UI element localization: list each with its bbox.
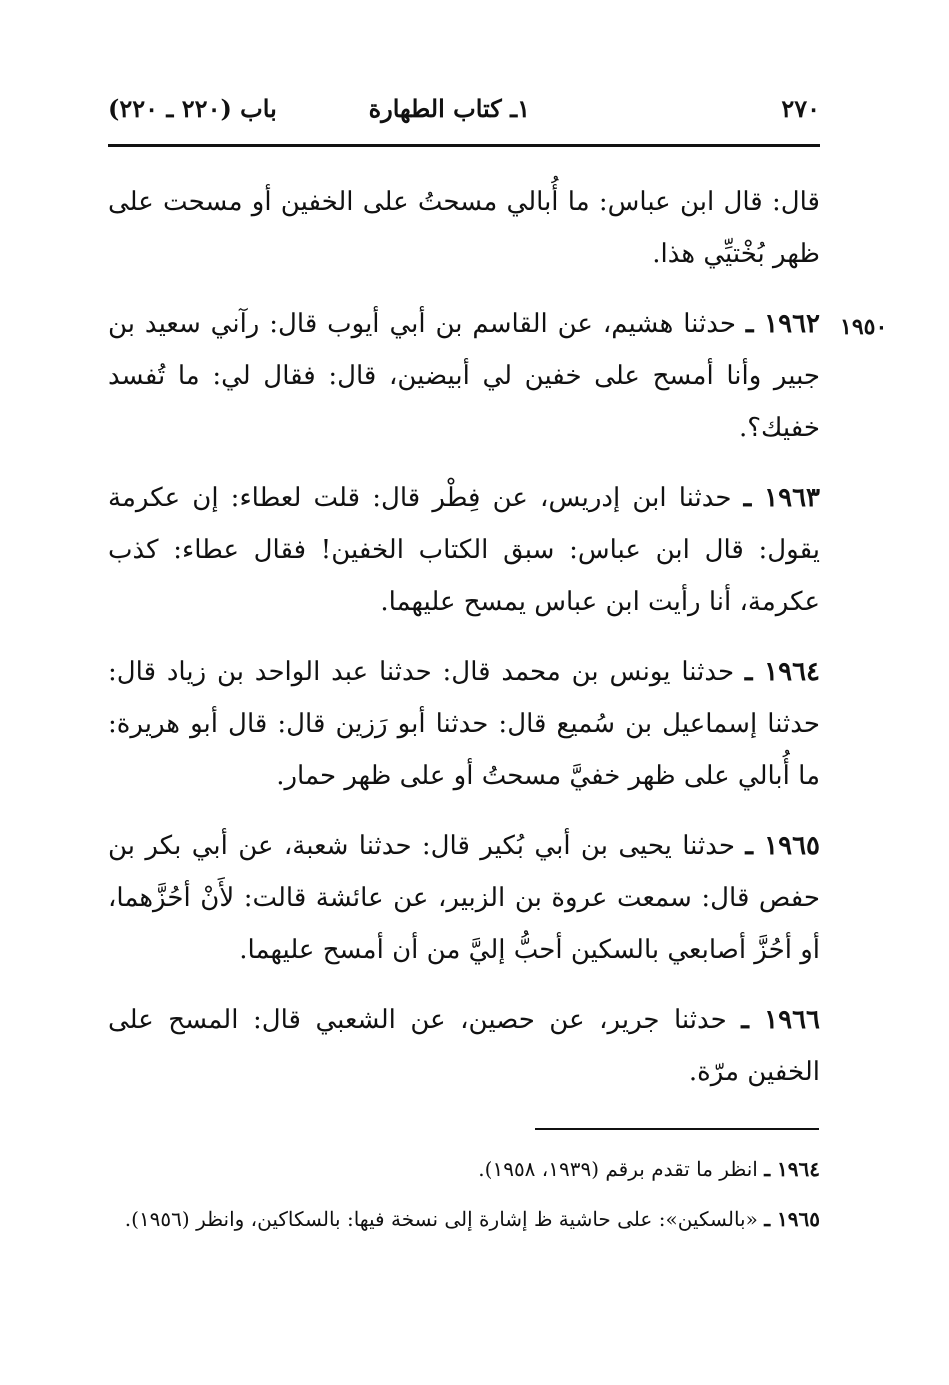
footnote-number: ١٩٦٤ ـ <box>764 1157 820 1181</box>
hadith-number: ١٩٦٢ ـ <box>745 309 821 339</box>
hadith-number: ١٩٦٥ ـ <box>745 831 820 861</box>
margin-reference: ١٩٥٠ <box>840 314 888 340</box>
header-rule <box>108 144 820 147</box>
footnote-rule <box>535 1128 819 1130</box>
page-number: ٢٧٠ <box>781 94 820 123</box>
running-header <box>108 90 820 138</box>
hadith-number: ١٩٦٦ ـ <box>741 1005 821 1035</box>
hadith-text: حدثنا يحيى بن أبي بُكير قال: حدثنا شعبة، عن أبي بكر بن حفص قال: سمعت عروة بن الزبير، عن عائشة قالت: لأَنْ أحُزَّهما، أو أحُزَّ أصابعي بالسكين أحبُّ إليَّ من أن أمسح عليهما. <box>108 831 820 965</box>
main-text <box>108 176 820 1116</box>
hadith-1965 <box>108 820 820 976</box>
hadith-text: حدثنا هشيم، عن القاسم بن أبي أيوب قال: رآني سعيد بن جبير وأنا أمسح على خفين لي أبيضين، قال: فقال لي: ما تُفسد خفيك؟. <box>108 309 820 443</box>
footnote-text: «بالسكين»: على حاشية ظ إشارة إلى نسخة فيها: بالسكاكين، وانظر (١٩٥٦). <box>124 1207 758 1231</box>
hadith-text: قال: قال ابن عباس: ما أُبالي مسحتُ على الخفين أو مسحت على ظهر بُخْتيِّي هذا. <box>108 187 820 269</box>
hadith-text: حدثنا يونس بن محمد قال: حدثنا عبد الواحد بن زياد قال: حدثنا إسماعيل بن سُميع قال: حدثنا أبو رَزين قال: قال أبو هريرة: ما أُبالي على ظهر خفيَّ مسحتُ أو على ظهر حمار. <box>108 657 820 791</box>
hadith-text: حدثنا جرير، عن حصين، عن الشعبي قال: المسح على الخفين مرّة. <box>108 1005 820 1087</box>
hadith-number: ١٩٦٤ ـ <box>744 657 821 687</box>
hadith-1963 <box>108 472 820 628</box>
paragraph-continuation <box>108 176 820 280</box>
hadith-1964 <box>108 646 820 802</box>
running-header-container <box>108 90 820 138</box>
footnote-text: انظر ما تقدم برقم (١٩٣٩، ١٩٥٨). <box>478 1157 758 1181</box>
footnote-1965 <box>108 1200 820 1238</box>
hadith-1966 <box>108 994 820 1098</box>
chapter-title: باب (٢٢٠ ـ ٢٢٠) <box>108 94 277 123</box>
footnote-1964 <box>108 1150 820 1188</box>
footnotes <box>108 1150 820 1250</box>
hadith-text: حدثنا ابن إدريس، عن فِطْر قال: قلت لعطاء: إن عكرمة يقول: قال ابن عباس: سبق الكتاب الخفين! فقال عطاء: كذب عكرمة، أنا رأيت ابن عباس يمسح عليهما. <box>108 483 820 617</box>
footnote-number: ١٩٦٥ ـ <box>764 1207 820 1231</box>
hadith-1962 <box>108 298 820 454</box>
book-title: ١ـ كتاب الطهارة <box>368 94 530 123</box>
hadith-number: ١٩٦٣ ـ <box>743 483 820 513</box>
